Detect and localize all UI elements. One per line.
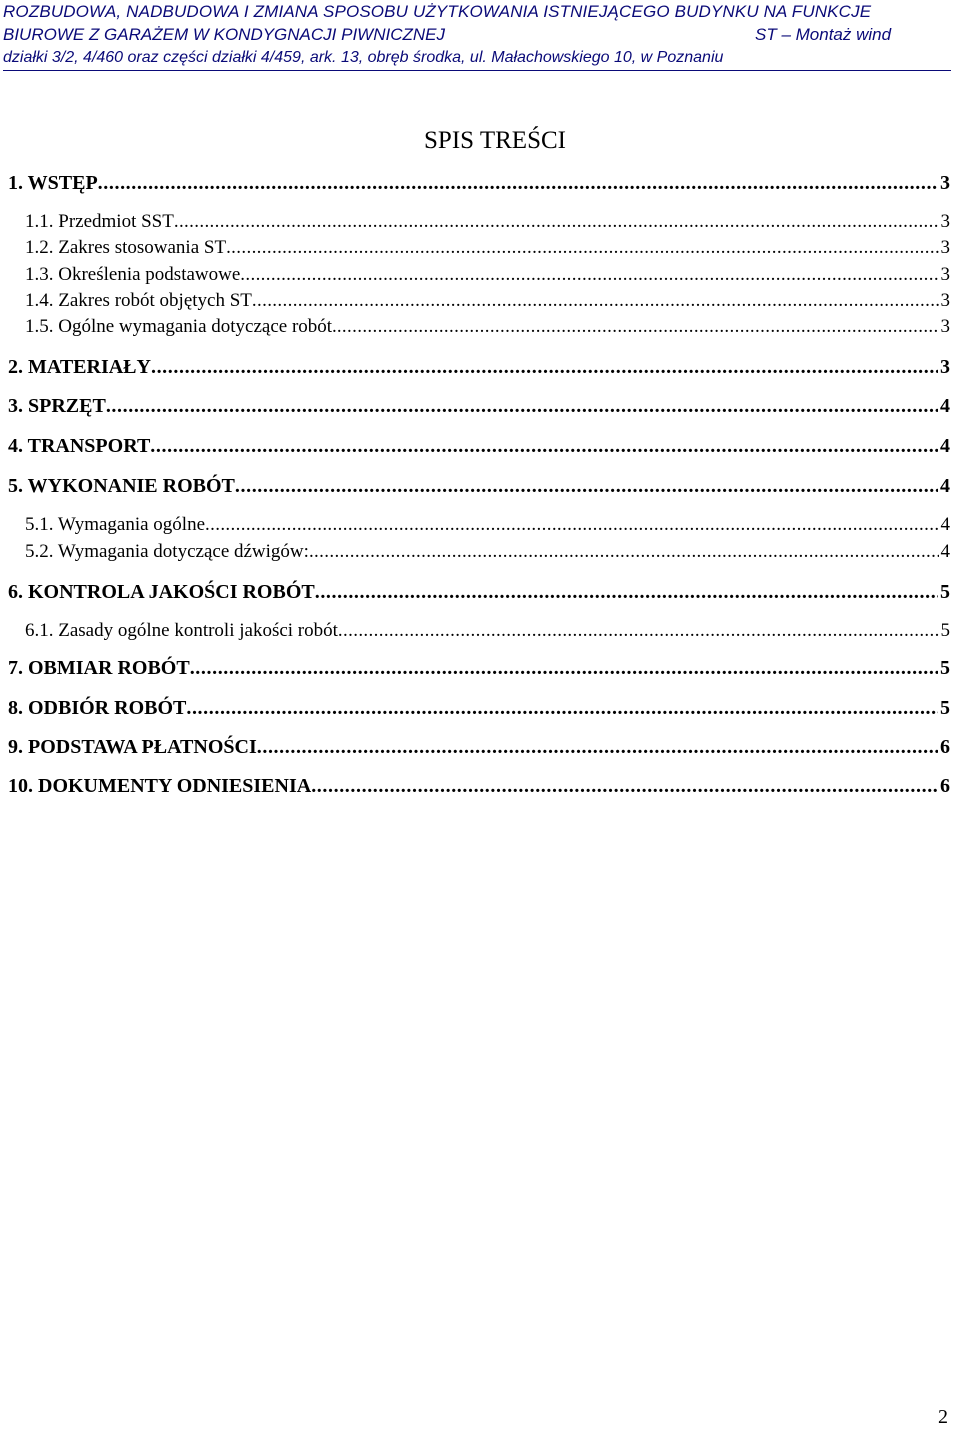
- toc-entry[interactable]: [8, 655, 950, 681]
- toc-entry[interactable]: [25, 512, 950, 537]
- toc-entry[interactable]: [8, 354, 950, 380]
- toc-entry[interactable]: [25, 235, 950, 260]
- toc-entry[interactable]: [8, 473, 950, 499]
- toc-leader: [174, 209, 939, 234]
- toc-entry-text: 9. PODSTAWA PŁATNOŚCI: [8, 736, 257, 758]
- toc-entry[interactable]: [8, 433, 950, 459]
- toc-entry-page: 6: [940, 775, 950, 797]
- toc-entry-text: 1.4. Zakres robót objętych ST: [25, 290, 252, 311]
- toc-entry-text: 2. MATERIAŁY: [8, 356, 151, 378]
- toc-entry-page: 6: [940, 736, 950, 758]
- toc-entry-text: 1.2. Zakres stosowania ST: [25, 237, 227, 258]
- toc-entry-text: 1.3. Określenia podstawowe: [25, 264, 241, 285]
- toc-leader: [311, 773, 938, 799]
- toc-entry-text: 1.1. Przedmiot SST: [25, 211, 174, 232]
- toc-entry-page: 4: [940, 395, 950, 417]
- toc-leader: [309, 539, 939, 564]
- toc-entry[interactable]: [8, 773, 950, 799]
- header-rule: [3, 70, 951, 71]
- toc-entry-text: 5.1. Wymagania ogólne: [25, 514, 206, 535]
- toc-entry[interactable]: [25, 262, 950, 287]
- toc-entry[interactable]: [8, 170, 950, 196]
- toc-entry-text: 7. OBMIAR ROBÓT: [8, 657, 190, 679]
- toc-entry[interactable]: [8, 695, 950, 721]
- toc-leader: [315, 579, 938, 605]
- toc-entry-text: 8. ODBIÓR ROBÓT: [8, 697, 187, 719]
- header-title-line-2: [3, 23, 951, 46]
- header-location-line: działki 3/2, 4/460 oraz części działki 4/459, ark. 13, obręb środka, ul. Małachowskiego 10, w Poznaniu: [3, 49, 724, 66]
- toc-leader: [150, 433, 938, 459]
- toc-entry-text: 1. WSTĘP: [8, 172, 98, 194]
- toc-leader: [338, 618, 939, 643]
- toc-entry-text: 10. DOKUMENTY ODNIESIENIA: [8, 775, 312, 797]
- toc-entry-page: 3: [940, 316, 950, 337]
- toc-entry-page: 4: [940, 541, 950, 562]
- toc-entry[interactable]: [8, 579, 950, 605]
- toc-leader: [252, 288, 939, 313]
- toc-leader: [240, 262, 938, 287]
- document-header: [3, 0, 951, 69]
- toc-title: SPIS TREŚCI: [424, 127, 566, 154]
- toc-entry-page: 5: [940, 581, 950, 603]
- header-spec-name: ST – Montaż wind: [755, 25, 892, 44]
- toc-entry-page: 5: [940, 697, 950, 719]
- toc-leader: [190, 655, 938, 681]
- toc-entry-page: 3: [940, 290, 950, 311]
- toc-entry-page: 5: [940, 657, 950, 679]
- toc-leader: [337, 314, 939, 339]
- toc-entry-page: 3: [940, 172, 950, 194]
- toc-entry-text: 5. WYKONANIE ROBÓT: [8, 475, 235, 497]
- toc-entry-page: 4: [940, 435, 950, 457]
- toc-leader: [98, 170, 938, 196]
- toc-entry-page: 3: [940, 264, 950, 285]
- toc-entry-text: 3. SPRZĘT: [8, 395, 106, 417]
- toc-leader: [235, 473, 938, 499]
- toc-leader: [186, 695, 938, 721]
- toc-leader: [226, 235, 938, 260]
- toc-entry-text: 6.1. Zasady ogólne kontroli jakości robót: [25, 620, 338, 641]
- toc-entry-text: 1.5. Ogólne wymagania dotyczące robót.: [25, 316, 337, 337]
- toc-entry-text: 4. TRANSPORT: [8, 435, 151, 457]
- toc-entry[interactable]: [25, 209, 950, 234]
- header-title-line-1: ROZBUDOWA, NADBUDOWA I ZMIANA SPOSOBU UŻYTKOWANIA ISTNIEJĄCEGO BUDYNKU NA FUNKCJE: [3, 2, 872, 21]
- toc-entry-page: 3: [940, 237, 950, 258]
- toc-leader: [257, 734, 938, 760]
- toc-entry[interactable]: [25, 618, 950, 643]
- toc-entry-text: 6. KONTROLA JAKOŚCI ROBÓT: [8, 581, 315, 603]
- toc-entry-page: 5: [940, 620, 950, 641]
- toc-entry[interactable]: [8, 734, 950, 760]
- toc-entry[interactable]: [25, 314, 950, 339]
- toc-leader: [106, 393, 938, 419]
- page-number: 2: [938, 1406, 948, 1428]
- toc-entry-page: 4: [940, 475, 950, 497]
- toc-entry-page: 4: [940, 514, 950, 535]
- toc-entry-page: 3: [940, 356, 950, 378]
- toc-entry-page: 3: [940, 211, 950, 232]
- toc-leader: [205, 512, 938, 537]
- toc-entry[interactable]: [25, 288, 950, 313]
- toc-entry[interactable]: [8, 393, 950, 419]
- toc-leader: [151, 354, 938, 380]
- toc-entry-text: 5.2. Wymagania dotyczące dźwigów:: [25, 541, 309, 562]
- toc-entry[interactable]: [25, 539, 950, 564]
- header-title-line-2-text: BIUROWE Z GARAŻEM W KONDYGNACJI PIWNICZNEJ: [3, 25, 446, 44]
